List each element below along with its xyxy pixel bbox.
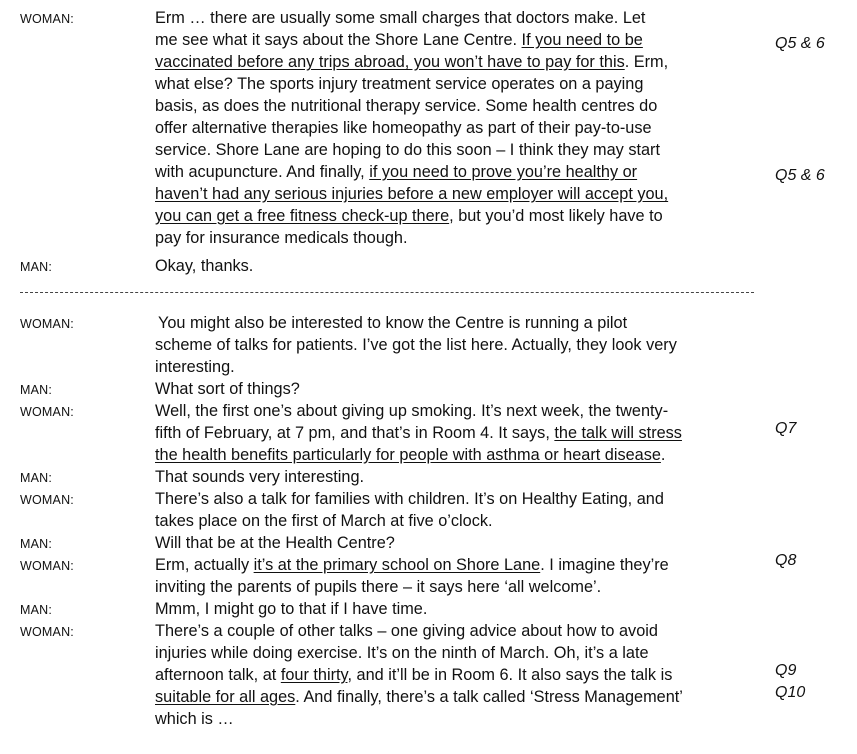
line-text: offer alternative therapies like homeopathy as part of their pay-to-use [155,119,652,137]
line-text: Erm, actually [155,556,254,574]
line-text: fifth of February, at 7 pm, and that’s in Room 4. It says, [155,424,555,442]
transcript-line [155,400,668,422]
line-text: . Erm, [624,53,669,71]
section-divider [20,292,754,293]
transcript-line [155,598,427,620]
speaker-label: MAN: [20,383,53,397]
transcript-line [155,532,395,554]
line-text: which is … [155,710,234,728]
transcript-line [155,227,408,249]
speaker-label: WOMAN: [20,493,74,507]
underlined-answer-text: it’s at the primary school on Shore Lane [253,556,541,574]
speaker-label: MAN: [20,537,53,551]
line-text: . And finally, there’s a talk called ‘Stress Management’ [295,688,683,706]
transcript-line [155,334,677,356]
transcript-line [155,73,643,95]
transcript-line [155,686,683,708]
speaker-label: MAN: [20,603,53,617]
question-marker-q10: Q10 [775,684,806,701]
transcript-line [155,422,682,444]
line-text: afternoon talk, at [155,666,281,684]
line-text: There’s also a talk for families with children. It’s on Healthy Eating, and [155,490,664,508]
line-text: pay for insurance medicals though. [155,229,408,247]
line-text: with acupuncture. And finally, [155,163,370,181]
transcript-line [155,7,645,29]
speaker-label: WOMAN: [20,317,74,331]
transcript-line [155,554,669,576]
question-marker-q5-6-b: Q5 & 6 [775,167,825,184]
line-text: Will that be at the Health Centre? [155,534,395,552]
transcript-line [155,183,668,205]
speaker-label: WOMAN: [20,559,74,573]
underlined-answer-text: if you need to prove you’re healthy or [369,163,638,181]
line-text: There’s a couple of other talks – one giving advice about how to avoid [155,622,658,640]
transcript-line [155,466,364,488]
transcript-line [155,708,234,730]
transcript-line [155,444,665,466]
line-text: me see what it says about the Shore Lane Centre. [155,31,522,49]
line-text: injuries while doing exercise. It’s on the ninth of March. Oh, it’s a late [155,644,649,662]
line-text: Mmm, I might go to that if I have time. [155,600,428,618]
line-text: Erm … there are usually some small charges that doctors make. Let [155,9,646,27]
speaker-label: WOMAN: [20,405,74,419]
line-text: Well, the first one’s about giving up smoking. It’s next week, the twenty- [155,402,669,420]
transcript-line [155,117,652,139]
speaker-label: MAN: [20,471,53,485]
line-text: scheme of talks for patients. I’ve got the list here. Actually, they look very [155,336,677,354]
speaker-label: WOMAN: [20,625,74,639]
underlined-answer-text: suitable for all ages [155,688,296,706]
line-text: what else? The sports injury treatment service operates on a paying [155,75,644,93]
line-text: That sounds very interesting. [155,468,365,486]
transcript-line [155,356,235,378]
underlined-answer-text: haven’t had any serious injuries before a new employer will accept you, [155,185,669,203]
transcript-line [155,664,672,686]
line-text: service. Shore Lane are hoping to do this soon – I think they may start [155,141,661,159]
line-text: . [660,446,666,464]
transcript-line [155,139,660,161]
transcript-line [155,161,637,183]
line-text: , but you’d most likely have to [449,207,663,225]
line-text: interesting. [155,358,235,376]
transcript-line [155,29,643,51]
question-marker-q9: Q9 [775,662,797,679]
underlined-answer-text: four thirty [280,666,348,684]
transcript-line [155,205,663,227]
transcript-line [155,576,601,598]
transcript-line [155,510,493,532]
speaker-label-woman: WOMAN: [20,12,74,26]
speaker-label-man: MAN: [20,260,53,274]
transcript-line [155,95,657,117]
man-line-okay: Okay, thanks. [155,257,254,275]
transcript-line [155,378,300,400]
line-text: takes place on the first of March at five o’clock. [155,512,493,530]
transcript-line [155,642,649,664]
transcript-line [155,51,668,73]
underlined-answer-text: the talk will stress [554,424,682,442]
underlined-answer-text: If you need to be [521,31,643,49]
line-text: , and it’ll be in Room 6. It also says the talk is [347,666,673,684]
line-text: basis, as does the nutritional therapy service. Some health centres do [155,97,658,115]
question-marker-q5-6-a: Q5 & 6 [775,35,825,52]
underlined-answer-text: vaccinated before any trips abroad, you won’t have to pay for this [155,53,625,71]
line-text: . I imagine they’re [540,556,669,574]
line-text: inviting the parents of pupils there – it says here ‘all welcome’. [155,578,602,596]
transcript-line [158,312,627,334]
underlined-answer-text: you can get a free fitness check-up there [155,207,450,225]
line-text: You might also be interested to know the Centre is running a pilot [158,314,628,332]
underlined-answer-text: the health benefits particularly for people with asthma or heart disease [155,446,661,464]
transcript-line [155,620,658,642]
question-marker-q8: Q8 [775,552,797,569]
line-text: What sort of things? [155,380,300,398]
transcript-line [155,488,664,510]
question-marker-q7: Q7 [775,420,797,437]
